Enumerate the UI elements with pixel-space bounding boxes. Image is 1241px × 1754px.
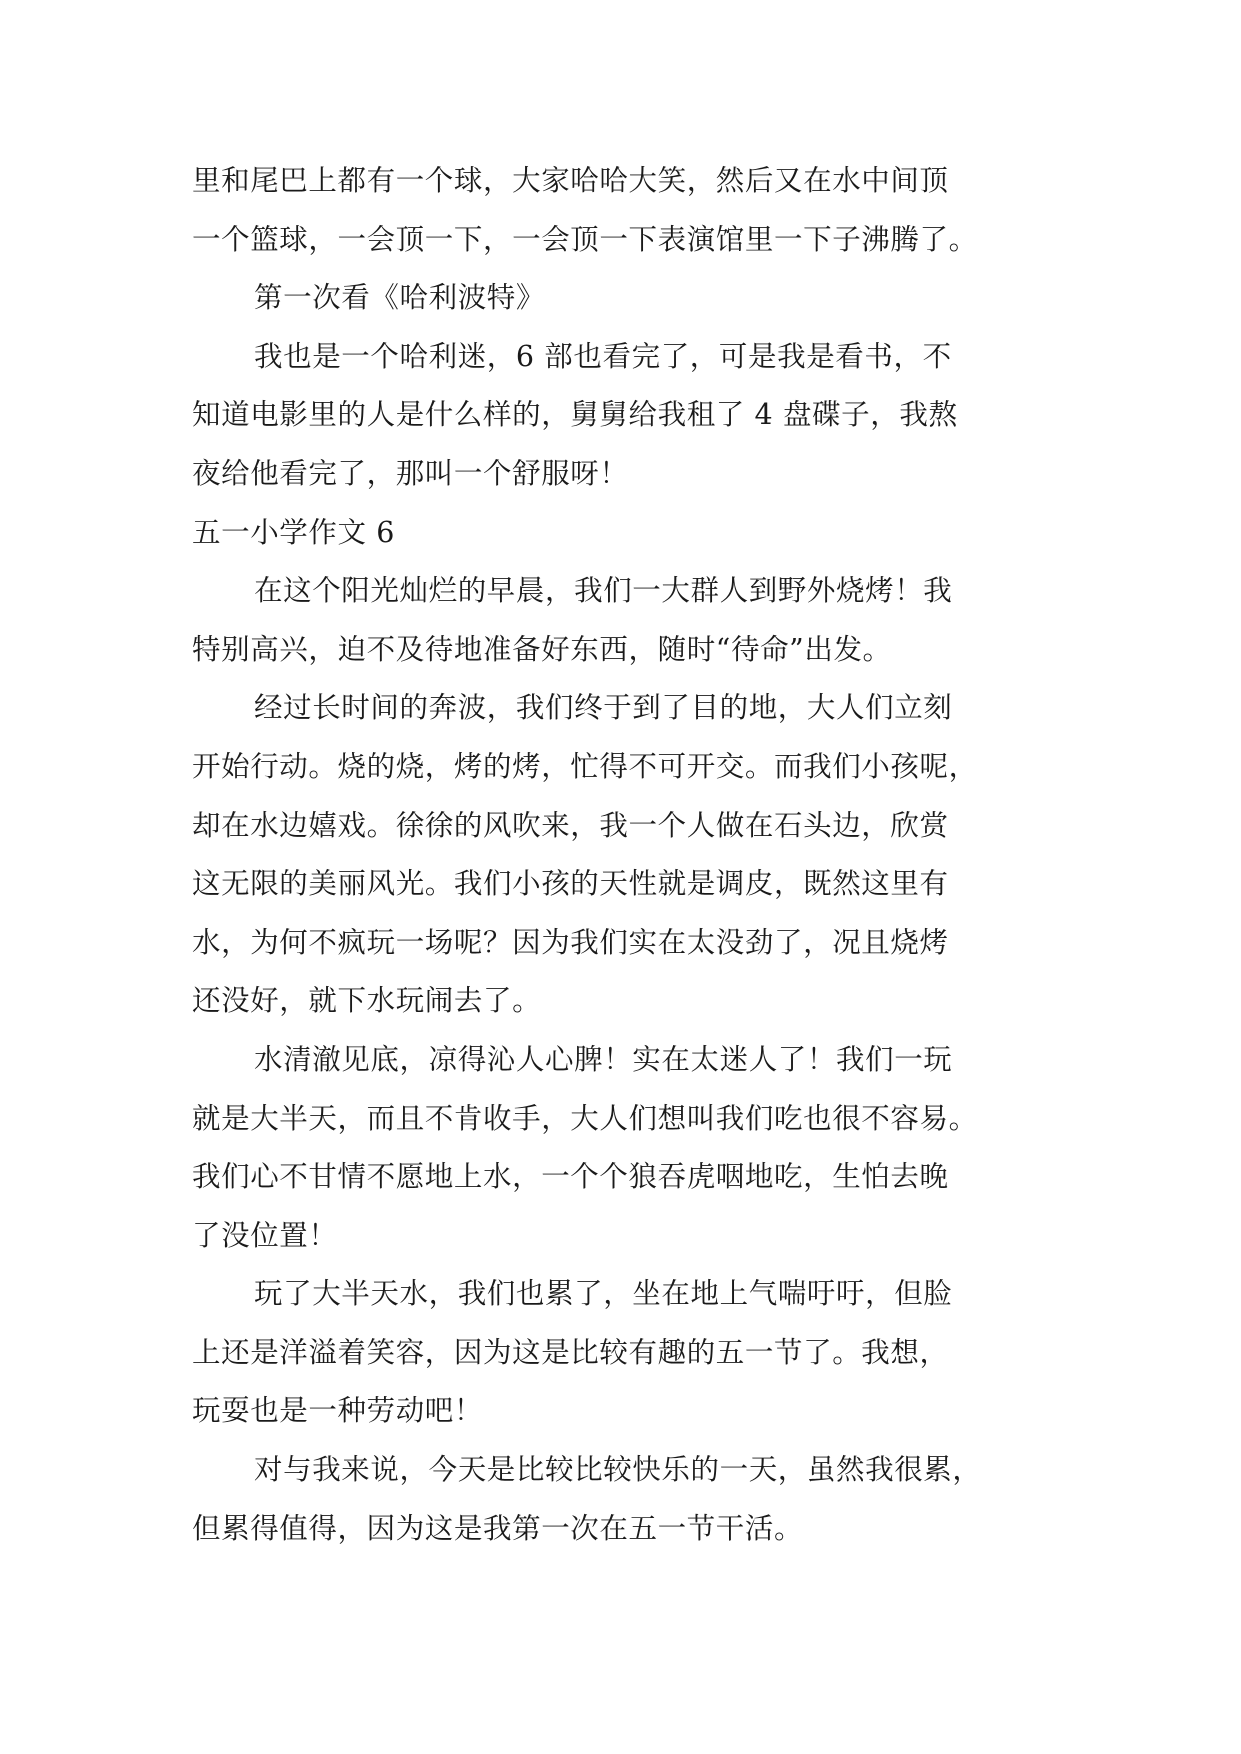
- text-line: 对与我来说，今天是比较比较快乐的一天，虽然我很累，: [254, 1453, 982, 1487]
- text-line: 玩耍也是一种劳动吧！: [192, 1394, 484, 1428]
- section-heading: 五一小学作文 6: [192, 515, 395, 549]
- text-line: 特别高兴，迫不及待地准备好东西，随时“待命”出发。: [192, 632, 892, 666]
- text-line: 就是大半天，而且不肯收手，大人们想叫我们吃也很不容易。: [192, 1101, 978, 1135]
- subtitle-line: 第一次看《哈利波特》: [254, 281, 546, 315]
- text-line: 我也是一个哈利迷，6 部也看完了，可是我是看书，不: [254, 339, 952, 373]
- text-line: 水清澈见底，凉得沁人心脾！实在太迷人了！我们一玩: [254, 1042, 953, 1076]
- text-line: 我们心不甘情不愿地上水，一个个狼吞虎咽地吃，生怕去晚: [192, 1160, 949, 1194]
- text-line: 还没好，就下水玩闹去了。: [192, 984, 542, 1018]
- text-line: 一个篮球，一会顶一下，一会顶一下表演馆里一下子沸腾了。: [192, 222, 978, 256]
- text-line: 却在水边嬉戏。徐徐的风吹来，我一个人做在石头边，欣赏: [192, 808, 949, 842]
- text-line: 在这个阳光灿烂的早晨，我们一大群人到野外烧烤！我: [254, 574, 953, 608]
- text-line: 了没位置！: [192, 1218, 338, 1252]
- text-line: 开始行动。烧的烧，烤的烤，忙得不可开交。而我们小孩呢，: [192, 749, 978, 783]
- text-line: 这无限的美丽风光。我们小孩的天性就是调皮，既然这里有: [192, 867, 949, 901]
- text-line: 知道电影里的人是什么样的，舅舅给我租了 4 盘碟子，我熬: [192, 398, 958, 432]
- text-line: 夜给他看完了，那叫一个舒服呀！: [192, 456, 629, 490]
- text-line: 水，为何不疯玩一场呢？因为我们实在太没劲了，况且烧烤: [192, 925, 949, 959]
- text-line: 但累得值得，因为这是我第一次在五一节干活。: [192, 1511, 804, 1545]
- text-line: 里和尾巴上都有一个球，大家哈哈大笑，然后又在水中间顶: [192, 164, 949, 197]
- text-line: 经过长时间的奔波，我们终于到了目的地，大人们立刻: [254, 691, 953, 725]
- text-line: 玩了大半天水，我们也累了，坐在地上气喘吁吁，但脸: [254, 1277, 953, 1311]
- document-body: [192, 152, 1050, 1558]
- text-line: 上还是洋溢着笑容，因为这是比较有趣的五一节了。我想，: [192, 1335, 949, 1369]
